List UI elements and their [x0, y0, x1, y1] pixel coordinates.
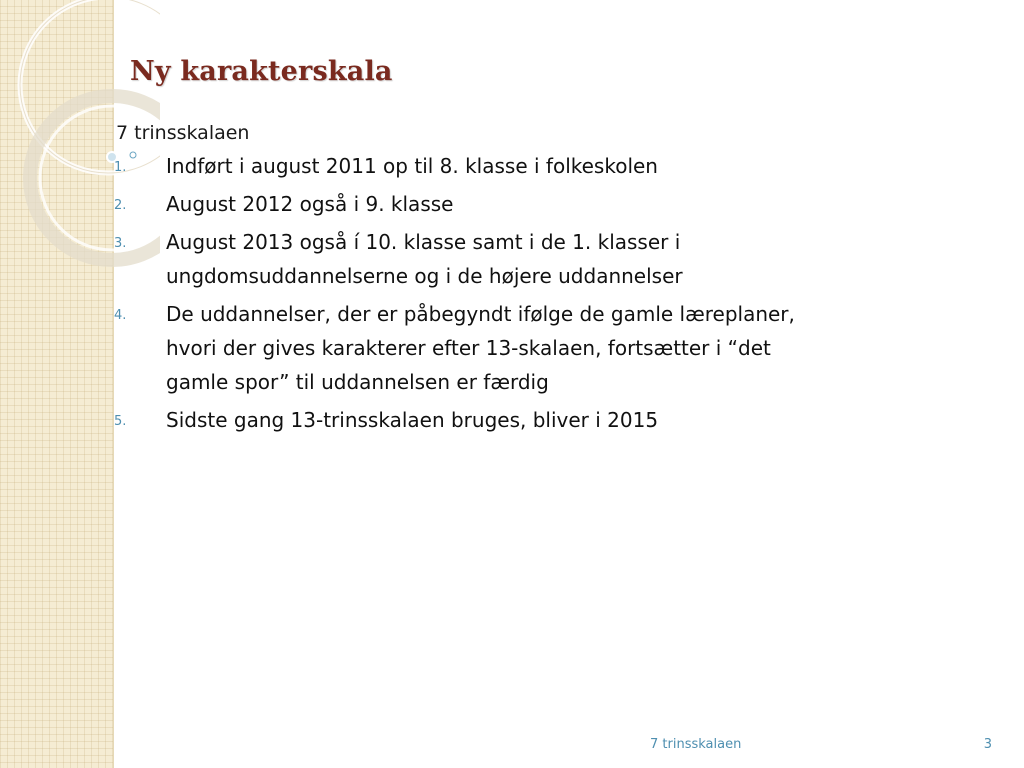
- numbered-list: [114, 156, 834, 437]
- list-number: 5.: [114, 414, 127, 429]
- slide-title: Ny karakterskala: [130, 56, 393, 87]
- list-number: 3.: [114, 236, 127, 251]
- footer-text: 7 trinsskalaen: [650, 737, 742, 752]
- list-item: [114, 194, 834, 221]
- list-text: Sidste gang 13-trinsskalaen bruges, bliver i 2015: [166, 408, 659, 432]
- intro-text: 7 trinsskalaen: [116, 122, 250, 144]
- list-text: August 2013 også í 10. klasse samt i de 1. klasser i ungdomsuddannelserne og i de højere uddannelser: [166, 230, 683, 288]
- slide-content: [114, 122, 834, 448]
- page-number: 3: [983, 737, 992, 752]
- list-number: 4.: [114, 308, 127, 323]
- list-item: [114, 232, 834, 293]
- list-item: [114, 304, 834, 399]
- list-text: De uddannelser, der er påbegyndt ifølge de gamle læreplaner, hvori der gives karakterer efter 13-skalaen, fortsætter i “det gamle spor” til uddannelsen er færdig: [166, 302, 795, 394]
- list-text: August 2012 også i 9. klasse: [166, 192, 454, 216]
- list-item: [114, 410, 834, 437]
- list-text: Indført i august 2011 op til 8. klasse i folkeskolen: [166, 154, 658, 178]
- list-number: 2.: [114, 198, 127, 213]
- list-number: 1.: [114, 160, 127, 175]
- list-item: [114, 156, 834, 183]
